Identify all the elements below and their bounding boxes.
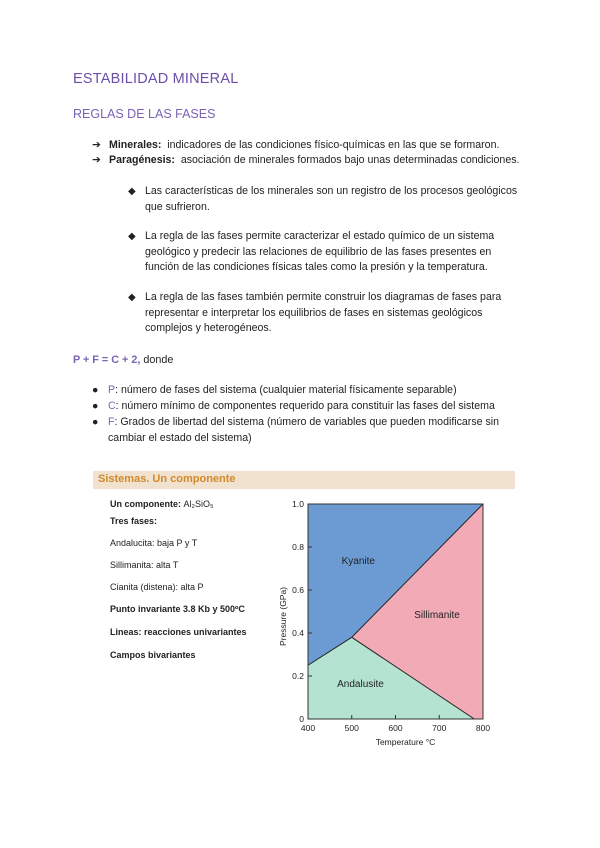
phase-diagram-chart [93,471,515,751]
field-label: Kyanite [341,556,375,568]
component-line: Un componente: Al₂SiO₅ [110,499,214,509]
x-tick-label: 800 [475,723,491,733]
formula-expression: P + F = C + 2, [73,354,141,366]
x-axis-label: Temperature °C [375,737,436,747]
phase-diagram-figure [93,471,515,751]
variable: C [108,400,116,412]
figure-note: Cianita (distena): alta P [110,582,204,592]
field-label: Sillimanite [414,609,460,621]
figure-note: Lineas: reacciones univariantes [110,627,247,637]
figure-note: Andalucita: baja P y T [110,538,198,548]
x-tick-label: 500 [344,723,359,733]
page-title: ESTABILIDAD MINERAL [73,71,239,87]
y-tick-label: 0.6 [292,585,304,595]
y-tick-label: 0.8 [292,542,304,552]
term: Paragénesis: [109,154,175,166]
arrow-icon: ➔ [92,154,101,166]
y-tick-label: 0.4 [292,628,304,638]
diamond-bullet-icon: ◆ [128,186,136,197]
definition: indicadores de las condiciones físico-químicas en las que se formaron. [167,139,500,151]
x-tick-label: 700 [432,723,447,733]
diamond-text: La regla de las fases permite caracterizar el estado químico de un sistema geológico y predecir las relaciones de equilibrio de las fases presentes en función de las condiciones físicas tales como la presión y la temperatura. [145,230,495,273]
diamond-text: Las características de los minerales son un registro de los procesos geológicos que sufrieron. [145,185,518,213]
bullet-dot-icon: ● [92,416,99,428]
y-tick-label: 1.0 [292,499,304,509]
definition: asociación de minerales formados bajo unas determinadas condiciones. [180,154,520,166]
diamond-bullet-icon: ◆ [128,231,136,242]
variable-desc: : número de fases del sistema (cualquier material físicamente separable) [115,384,457,396]
term: Minerales: [109,139,162,151]
diamond-bullet-icon: ◆ [128,292,136,303]
component-formula: Al₂SiO₅ [183,499,214,509]
variable-desc: : Grados de libertad del sistema (número de variables que pueden modificarse sin cambiar el estado del sistema) [108,416,500,444]
arrow-icon: ➔ [92,139,101,151]
figure-note: Sillimanita: alta T [110,560,179,570]
y-axis-label: Pressure (GPa) [278,586,288,647]
formula-suffix: donde [140,354,174,366]
x-tick-label: 600 [388,723,403,733]
variable-desc: : número mínimo de componentes requerido para constituir las fases del sistema [115,400,495,412]
figure-note: Punto invariante 3.8 Kb y 500ºC [110,604,245,614]
section-title: REGLAS DE LAS FASES [73,107,216,121]
variable: F [108,416,115,428]
y-tick-label: 0.2 [292,671,304,681]
variable: P [108,384,116,396]
field-label: Andalusite [337,678,384,690]
bullet-dot-icon: ● [92,384,99,396]
figure-note: Campos bivariantes [110,650,196,660]
y-tick-label: 0 [299,714,304,724]
bullet-dot-icon: ● [92,400,99,412]
figure-header-title: Sistemas. Un componente [98,473,236,485]
x-tick-label: 400 [300,723,316,733]
phase-rule-formula [73,354,173,366]
diamond-text: La regla de las fases también permite construir los diagramas de fases para representar e interpretar los equilibrios de fases en sistemas geológicos complejos y heterogéneos. [145,291,502,334]
figure-note: Tres fases: [110,516,158,526]
